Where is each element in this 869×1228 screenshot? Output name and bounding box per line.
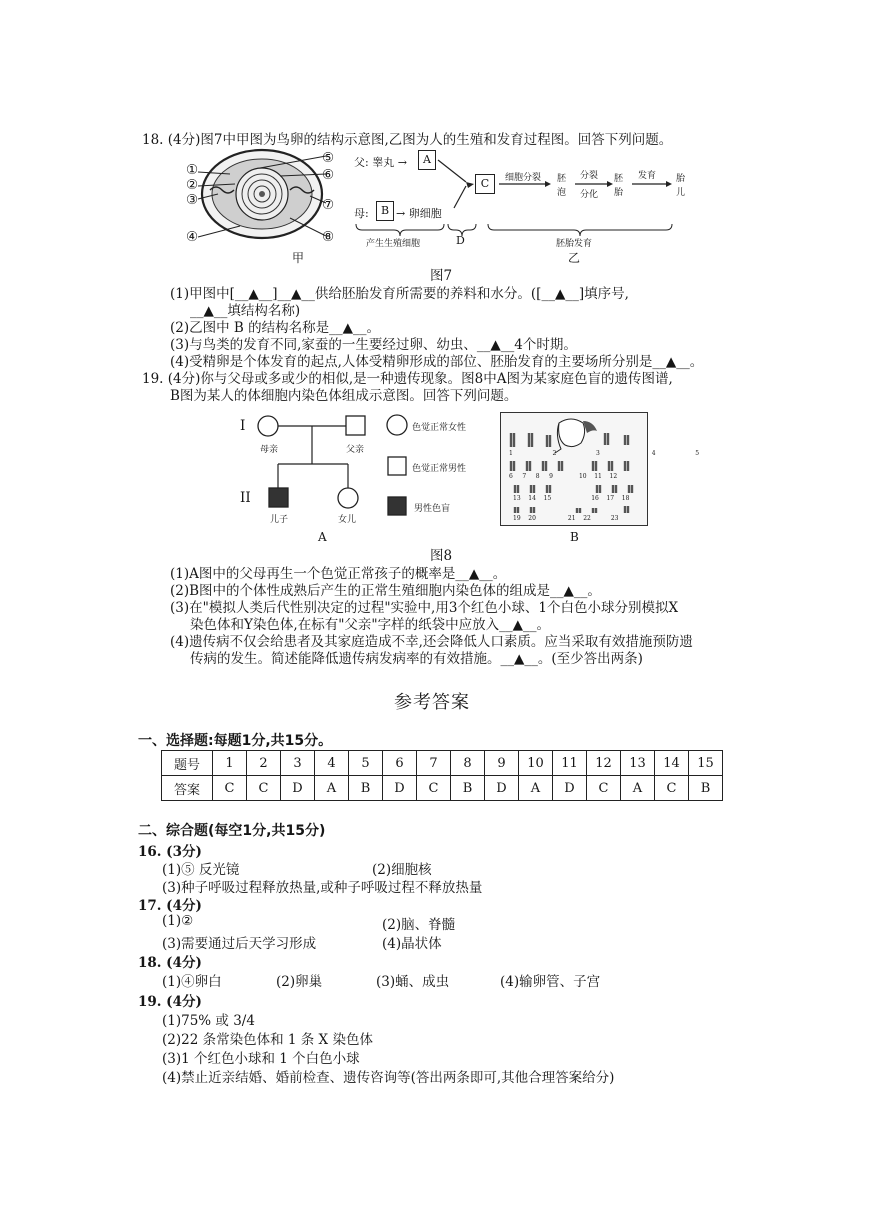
pedigree-gen-2: II: [240, 490, 251, 506]
answer-letter-cell: B: [349, 776, 383, 801]
q19-sub-3b: 染色体和Y染色体,在标有"父亲"字样的纸袋中应放入__▲__。: [190, 617, 551, 633]
egg-label-8: ⑧: [322, 229, 335, 245]
flow-fetus-2: 儿: [676, 188, 686, 198]
q19-sub-2: (2)B图中的个体性成熟后产生的正常生殖细胞内染色体的组成是__▲__。: [170, 583, 601, 599]
answer-letter-cell: D: [281, 776, 315, 801]
answer-number-cell: 4: [315, 751, 349, 776]
flow-egg-cell: → 卵细胞: [396, 207, 442, 220]
flow-father: 父: 睾丸 →: [354, 156, 407, 169]
egg-label-2: ②: [186, 177, 199, 193]
answer-letter-cell: D: [383, 776, 417, 801]
egg-label-7: ⑦: [322, 197, 335, 213]
answer-number-cell: 7: [417, 751, 451, 776]
answer-q18-2: (2)卵巢: [276, 974, 323, 990]
answer-q19-1: (1)75% 或 3/4: [162, 1013, 255, 1029]
pedigree-daughter-symbol: [338, 488, 358, 508]
egg-label-4: ④: [186, 229, 199, 245]
answer-table-header-label: 题号: [162, 751, 213, 776]
karyotype-row-1: 1 2 3 4 5: [509, 450, 700, 457]
karyotype-chromosomes: [501, 413, 647, 525]
legend-colorblind-label: 男性色盲: [414, 504, 451, 514]
answer-letter-cell: D: [553, 776, 587, 801]
flow-blastocyst: [557, 172, 566, 200]
answers-section-2: 二、综合题(每空1分,共15分): [138, 823, 326, 839]
egg-label-1: ①: [186, 162, 199, 178]
q18-sub-1b: __▲__填结构名称): [190, 303, 301, 319]
answer-q19-2: (2)22 条常染色体和 1 条 X 染色体: [162, 1032, 373, 1048]
pedigree-father-label: 父亲: [346, 445, 365, 455]
answer-letter-cell: C: [213, 776, 247, 801]
legend-colorblind-icon: [388, 497, 406, 515]
flow-brace-1: 产生生殖细胞: [366, 239, 421, 249]
q19-sub-1: (1)A图中的父母再生一个色觉正常孩子的概率是__▲__。: [170, 566, 507, 582]
answer-letter-cell: A: [621, 776, 655, 801]
answers-section-1: 一、选择题:每题1分,共15分。: [138, 733, 333, 749]
pedigree-gen-1: I: [240, 418, 246, 434]
answer-q18-4: (4)输卵管、子宫: [500, 974, 601, 990]
answer-number-cell: 6: [383, 751, 417, 776]
pedigree-father-symbol: [346, 416, 365, 435]
q18-stem: 18. (4分)图7中甲图为鸟卵的结构示意图,乙图为人的生殖和发育过程图。回答下列问题。: [142, 132, 673, 148]
flow-divide: 分裂: [580, 171, 599, 181]
figure-8-title: 图8: [430, 548, 453, 564]
flow-box-a: A: [418, 150, 436, 170]
egg-label-3: ③: [186, 192, 199, 208]
answer-q16-head: 16. (3分): [138, 844, 202, 860]
answer-q17-4: (4)晶状体: [382, 936, 442, 952]
karyotype-figure: [500, 412, 700, 526]
q19-sub-3: (3)在"模拟人类后代性别决定的过程"实验中,用3个红色小球、1个白色小球分别模拟X: [170, 600, 679, 616]
egg-caption: 甲: [292, 251, 305, 265]
answer-number-cell: 13: [621, 751, 655, 776]
egg-label-6: ⑥: [322, 167, 335, 183]
pedigree-son-symbol: [269, 488, 288, 507]
karyotype-row-4: 19 20 21 22 23: [513, 515, 619, 522]
flow-merge-arrows: [436, 156, 476, 216]
pedigree-son-label: 儿子: [270, 515, 289, 525]
answer-table-answer-label: 答案: [162, 776, 213, 801]
answer-q18-head: 18. (4分): [138, 955, 202, 971]
answer-number-cell: 3: [281, 751, 315, 776]
flow-blastocyst-1: 胚: [557, 174, 567, 184]
answer-q18-1: (1)④卵白: [162, 974, 222, 990]
flow-brace-2: D: [456, 234, 465, 247]
karyotype-head: [555, 419, 597, 453]
answer-letter-cell: A: [519, 776, 553, 801]
answer-q17-2: (2)脑、脊髓: [382, 917, 456, 933]
legend-male-label: 色觉正常男性: [412, 464, 467, 474]
egg-label-5: ⑤: [322, 150, 335, 166]
pedigree-caption: A: [318, 530, 327, 544]
answer-number-cell: 2: [247, 751, 281, 776]
flow-arrow-1: [497, 180, 551, 188]
answer-table-answer-row: [162, 776, 723, 801]
flow-arrow-3: [630, 180, 672, 188]
flow-develop: 发育: [638, 171, 657, 181]
answer-letter-cell: D: [485, 776, 519, 801]
answer-q16-1: (1)⑤ 反光镜: [162, 862, 240, 878]
answer-number-cell: 12: [587, 751, 621, 776]
answer-q17-3: (3)需要通过后天学习形成: [162, 936, 317, 952]
q19-stem-1: 19. (4分)你与父母或多或少的相似,是一种遗传现象。图8中A图为某家庭色盲的遗传图谱,: [142, 371, 673, 387]
answers-title: 参考答案: [394, 692, 470, 713]
answer-number-cell: 5: [349, 751, 383, 776]
answer-letter-cell: C: [655, 776, 689, 801]
flow-fetus-1: 胎: [676, 174, 686, 184]
flow-embryo-2: 胎: [614, 188, 624, 198]
flow-box-c: C: [475, 174, 495, 194]
answer-letter-cell: B: [689, 776, 723, 801]
answer-q16-2: (2)细胞核: [372, 862, 432, 878]
answer-number-cell: 8: [451, 751, 485, 776]
q19-stem-2: B图为某人的体细胞内染色体组成示意图。回答下列问题。: [170, 388, 518, 404]
flow-differentiate: 分化: [580, 190, 599, 200]
pedigree-daughter-label: 女儿: [338, 515, 357, 525]
flow-brace-3: 胚胎发育: [556, 239, 593, 249]
flow-embryo-1: 胚: [614, 174, 624, 184]
q18-sub-3: (3)与鸟类的发育不同,家蚕的一生要经过卵、幼虫、__▲__4个时期。: [170, 337, 577, 353]
flow-mother: 母:: [354, 207, 369, 220]
answer-number-cell: 11: [553, 751, 587, 776]
flow-box-b: B: [376, 201, 394, 221]
answer-letter-cell: C: [587, 776, 621, 801]
pedigree-legend-symbols: [386, 412, 412, 522]
answer-letter-cell: B: [451, 776, 485, 801]
answer-number-cell: 15: [689, 751, 723, 776]
figure-7-title: 图7: [430, 268, 453, 284]
answer-table-header-row: [162, 751, 723, 776]
flow-cell-division: 细胞分裂: [505, 173, 542, 183]
karyotype-row-3: 13 14 15 16 17 18: [513, 495, 630, 502]
answer-q17-1: (1)②: [162, 913, 194, 929]
answer-number-cell: 1: [213, 751, 247, 776]
karyotype-caption: B: [570, 530, 579, 544]
pedigree-mother-symbol: [258, 416, 278, 436]
answer-q18-3: (3)蛹、成虫: [376, 974, 450, 990]
answer-letter-cell: A: [315, 776, 349, 801]
q18-sub-2: (2)乙图中 B 的结构名称是__▲__。: [170, 320, 381, 336]
answer-q19-3: (3)1 个红色小球和 1 个白色小球: [162, 1051, 360, 1067]
answer-number-cell: 14: [655, 751, 689, 776]
flow-caption: 乙: [568, 251, 581, 265]
flow-embryo: [614, 172, 623, 200]
answer-q19-4: (4)禁止近亲结婚、婚前检查、遗传咨询等(答出两条即可,其他合理答案给分): [162, 1070, 615, 1086]
answer-table: [161, 750, 723, 801]
egg-labels-left: [186, 163, 198, 208]
q19-sub-4b: 传病的发生。简述能降低遗传病发病率的有效措施。__▲__。(至少答出两条): [190, 651, 643, 667]
answer-q16-3: (3)种子呼吸过程释放热量,或种子呼吸过程不释放热量: [162, 880, 483, 896]
pedigree-mother-label: 母亲: [260, 445, 279, 455]
q19-sub-4: (4)遗传病不仅会给患者及其家庭造成不幸,还会降低人口素质。应当采取有效措施预防遗: [170, 634, 693, 650]
flow-blastocyst-2: 泡: [557, 188, 567, 198]
answer-q17-head: 17. (4分): [138, 898, 202, 914]
answer-q19-head: 19. (4分): [138, 994, 202, 1010]
q18-sub-1: (1)甲图中[__▲__]__▲__供给胚胎发育所需要的养料和水分。([__▲__]填序号,: [170, 286, 629, 302]
legend-female-label: 色觉正常女性: [412, 423, 467, 433]
answer-letter-cell: C: [417, 776, 451, 801]
answer-number-cell: 10: [519, 751, 553, 776]
answer-number-cell: 9: [485, 751, 519, 776]
legend-female-icon: [387, 415, 407, 435]
answer-letter-cell: C: [247, 776, 281, 801]
legend-male-icon: [388, 457, 406, 475]
flow-fetus: [676, 172, 685, 200]
karyotype-row-2: 6 7 8 9 10 11 12: [509, 473, 618, 480]
q18-sub-4: (4)受精卵是个体发育的起点,人体受精卵形成的部位、胚胎发育的主要场所分别是__▲__。: [170, 354, 704, 370]
